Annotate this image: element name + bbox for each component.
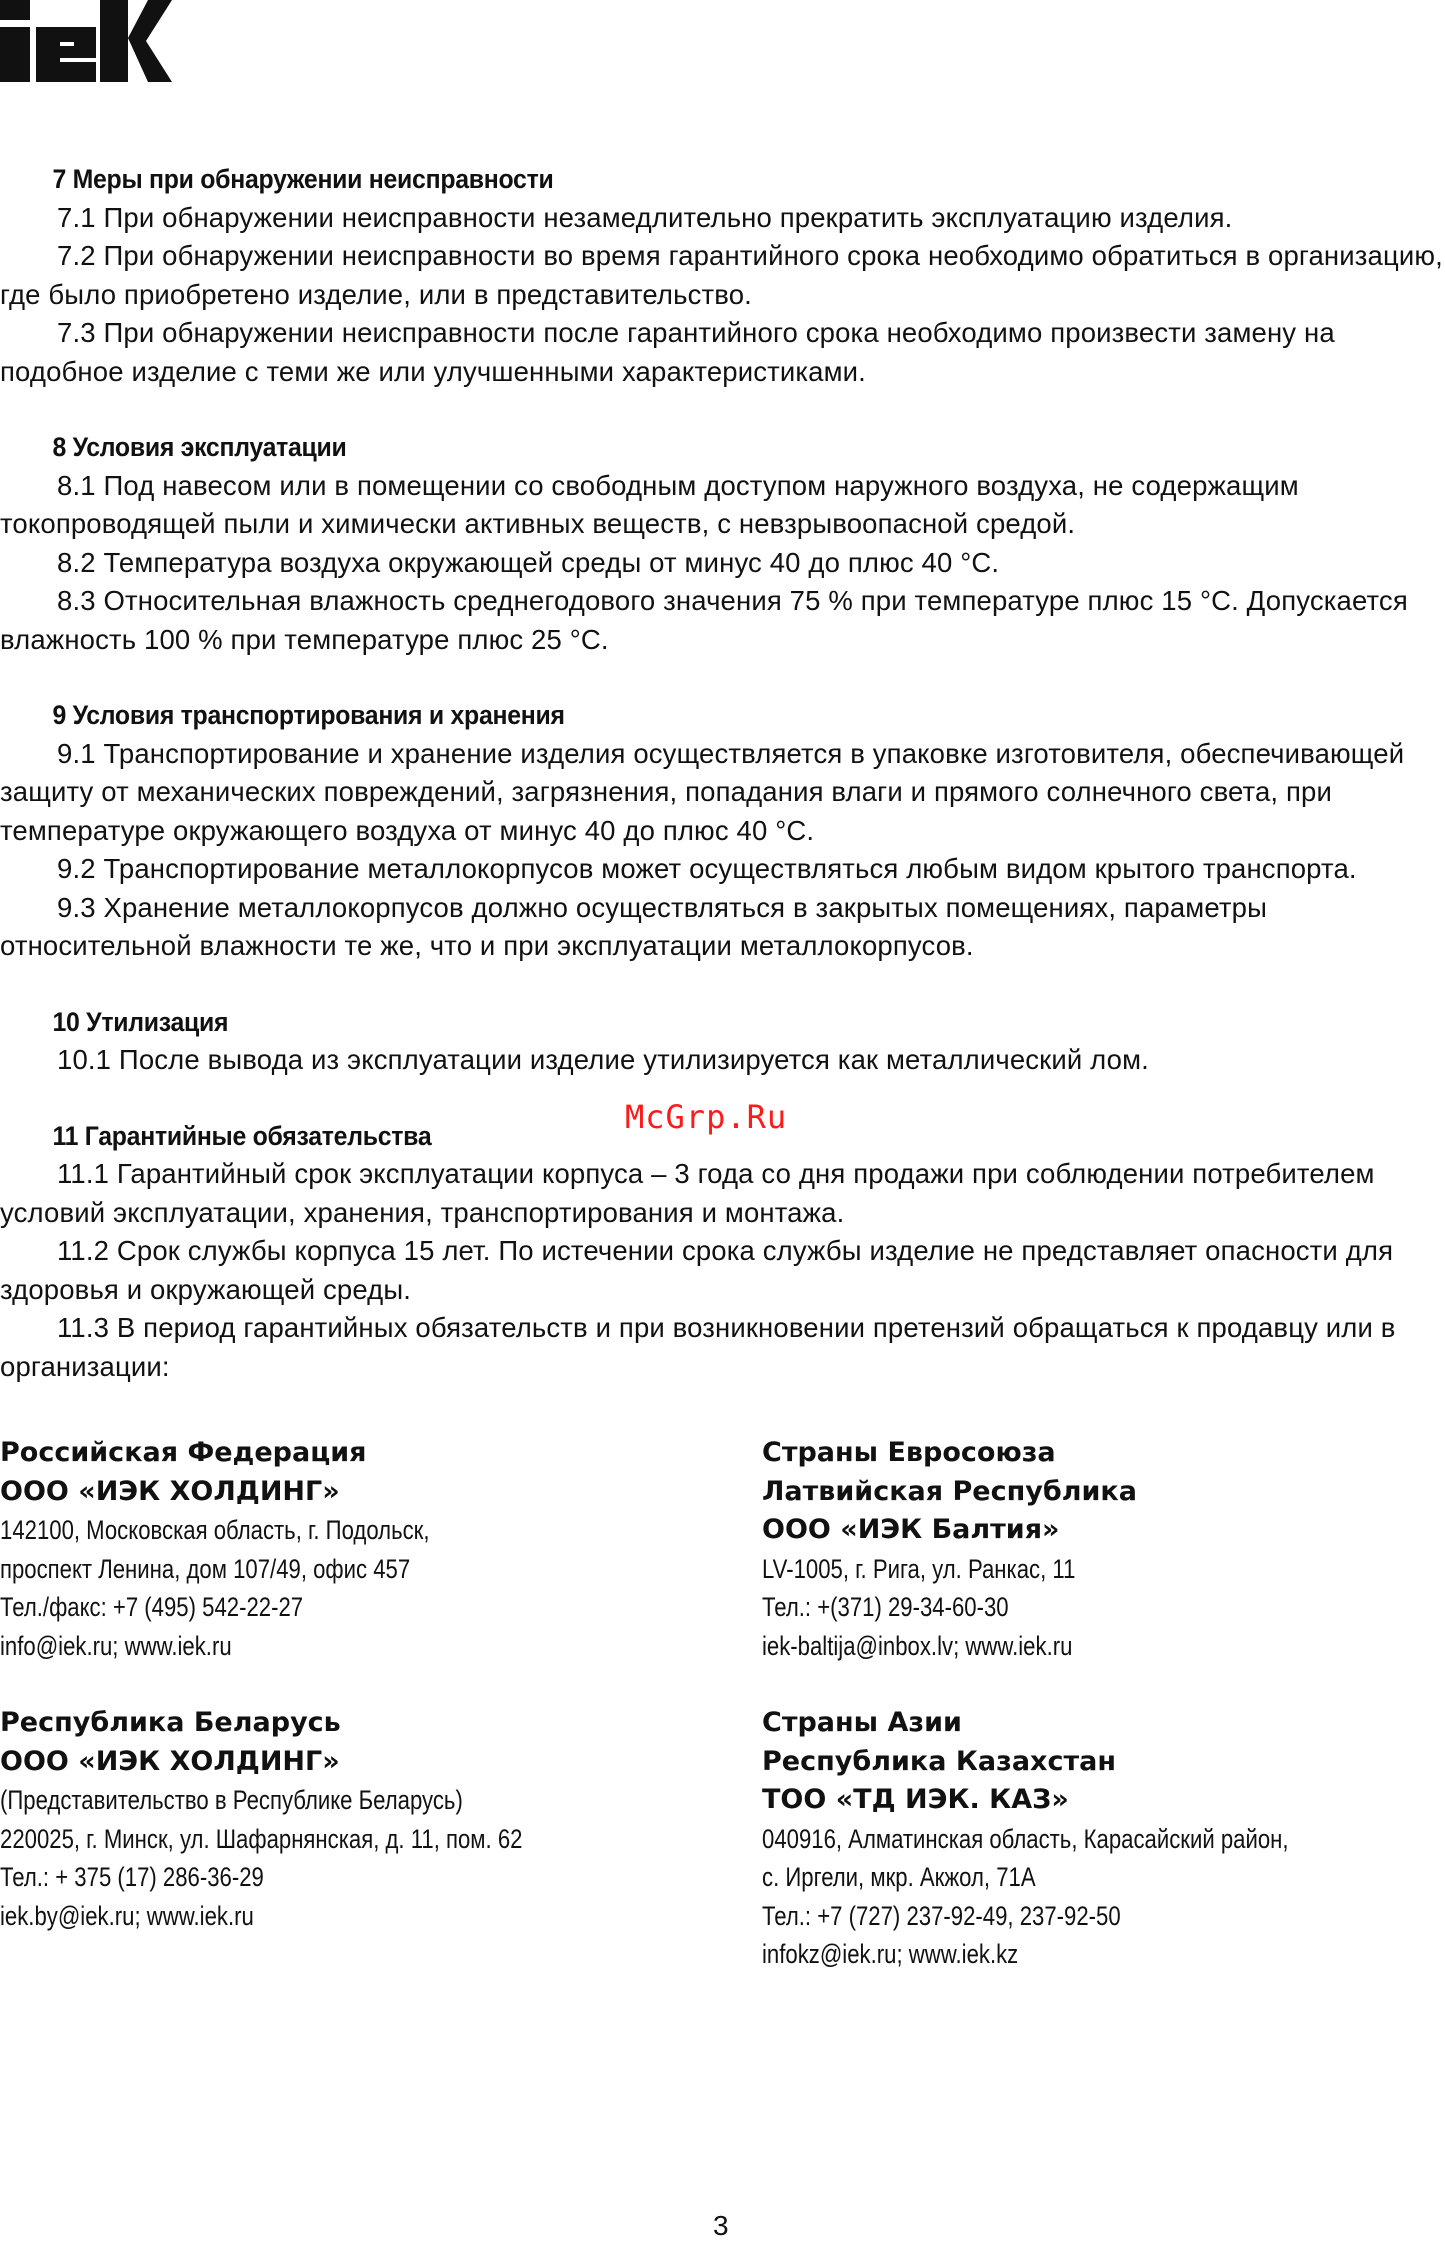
contact-heading: ООО «ИЭК Балтия» bbox=[762, 1514, 1060, 1545]
contact-heading: ООО «ИЭК ХОЛДИНГ» bbox=[0, 1475, 340, 1507]
contact-block bbox=[0, 1434, 720, 1665]
contact-block bbox=[0, 1704, 720, 1935]
contact-block bbox=[762, 1434, 1445, 1665]
section bbox=[0, 696, 1445, 966]
section bbox=[0, 428, 1445, 659]
contact-heading: ТОО «ТД ИЭК. КАЗ» bbox=[762, 1784, 1069, 1815]
paragraph: 8.1 Под навесом или в помещении со свободным доступом наружного воздуха, не содержащим токопроводящей пыли и химически активных веществ, с невзрывоопасной средой. bbox=[0, 469, 1299, 539]
section-title: 8 Условия эксплуатации bbox=[52, 432, 347, 462]
paragraph: 7.1 При обнаружении неисправности незамедлительно прекратить эксплуатацию изделия. bbox=[57, 201, 1233, 233]
paragraph: 11.1 Гарантийный срок эксплуатации корпуса – 3 года со дня продажи при соблюдении потребителем условий эксплуатации, хранения, транспортирования и монтажа. bbox=[0, 1158, 1375, 1228]
contact-heading: Республика Казахстан bbox=[762, 1745, 1116, 1777]
paragraph: 9.3 Хранение металлокорпусов должно осуществляться в закрытых помещениях, параметры относительной влажности те же, что и при эксплуатации металлокорпусов. bbox=[0, 891, 1267, 961]
watermark: McGrp.Ru bbox=[625, 1098, 788, 1136]
contact-heading: Республика Беларусь bbox=[0, 1707, 341, 1738]
contact-line: (Представительство в Республике Беларусь) bbox=[0, 1785, 463, 1815]
contacts-left-column bbox=[0, 1434, 720, 1974]
paragraph: 8.3 Относительная влажность среднегодового значения 75 % при температуре плюс 15 °C. Допускается влажность 100 % при температуре плюс 25 °C. bbox=[0, 585, 1408, 655]
section-title: 9 Условия транспортирования и хранения bbox=[52, 700, 565, 730]
contact-heading: Российская Федерация bbox=[0, 1437, 367, 1468]
contact-line: LV-1005, г. Рига, ул. Ранкас, 11 bbox=[762, 1553, 1076, 1584]
contact-line: проспект Ленина, дом 107/49, офис 457 bbox=[0, 1553, 411, 1584]
paragraph: 8.2 Температура воздуха окружающей среды от минус 40 до плюс 40 °C. bbox=[57, 546, 1000, 578]
iek-logo bbox=[0, 0, 172, 82]
contact-heading: ООО «ИЭК ХОЛДИНГ» bbox=[0, 1745, 340, 1777]
section-title: 7 Меры при обнаружении неисправности bbox=[52, 164, 554, 194]
section bbox=[0, 1117, 1445, 1387]
section-title: 10 Утилизация bbox=[52, 1006, 229, 1037]
paragraph: 10.1 После вывода из эксплуатации изделие утилизируется как металлический лом. bbox=[57, 1044, 1149, 1075]
contact-line: info@iek.ru; www.iek.ru bbox=[0, 1630, 232, 1661]
contact-block bbox=[762, 1704, 1445, 1974]
contact-line: Тел./факс: +7 (495) 542-22-27 bbox=[0, 1592, 304, 1622]
paragraph: 7.2 При обнаружении неисправности во время гарантийного срока необходимо обратиться в организацию, где было приобретено изделие, или в представительство. bbox=[0, 240, 1443, 310]
contact-line: iek-baltija@inbox.lv; www.iek.ru bbox=[762, 1630, 1073, 1661]
section bbox=[0, 160, 1445, 391]
contact-line: 142100, Московская область, г. Подольск, bbox=[0, 1515, 430, 1545]
contact-heading: Страны Азии bbox=[762, 1707, 962, 1738]
contact-line: infokz@iek.ru; www.iek.kz bbox=[762, 1939, 1019, 1969]
contact-line: 040916, Алматинская область, Карасайский район, bbox=[762, 1823, 1289, 1854]
section bbox=[0, 1003, 1445, 1080]
page-number: 3 bbox=[713, 2210, 729, 2241]
paragraph: 7.3 При обнаружении неисправности после гарантийного срока необходимо произвести замену на подобное изделие с теми же или улучшенными характеристиками. bbox=[0, 317, 1335, 387]
paragraph: 9.2 Транспортирование металлокорпусов может осуществляться любым видом крытого транспорта. bbox=[57, 853, 1357, 884]
paragraph: 11.3 В период гарантийных обязательств и при возникновении претензий обращаться к продавцу или в организации: bbox=[0, 1312, 1396, 1382]
contact-heading: Страны Евросоюза bbox=[762, 1437, 1056, 1468]
contact-line: iek.by@iek.ru; www.iek.ru bbox=[0, 1900, 254, 1931]
contact-heading: Латвийская Республика bbox=[762, 1475, 1137, 1507]
contact-line: 220025, г. Минск, ул. Шафарнянская, д. 11, пом. 62 bbox=[0, 1823, 523, 1854]
paragraph: 11.2 Срок службы корпуса 15 лет. По истечении срока службы изделие не представляет опасности для здоровья и окружающей среды. bbox=[0, 1235, 1394, 1305]
contacts-right-column bbox=[762, 1434, 1445, 2013]
contact-line: Тел.: + 375 (17) 286-36-29 bbox=[0, 1862, 264, 1892]
contacts-section bbox=[0, 1434, 1445, 1994]
document-body bbox=[0, 160, 1445, 1423]
contact-line: с. Иргели, мкр. Акжол, 71А bbox=[762, 1862, 1036, 1892]
contact-line: Тел.: +7 (727) 237-92-49, 237-92-50 bbox=[762, 1900, 1121, 1931]
contact-line: Тел.: +(371) 29-34-60-30 bbox=[762, 1592, 1009, 1622]
paragraph: 9.1 Транспортирование и хранение изделия осуществляется в упаковке изготовителя, обеспечивающей защиту от механических повреждений, загрязнения, попадания влаги и прямого солнечного света, при температуре окружающего воздуха от минус 40 до плюс 40 °C. bbox=[0, 737, 1405, 846]
section-title: 11 Гарантийные обязательства bbox=[52, 1120, 432, 1151]
